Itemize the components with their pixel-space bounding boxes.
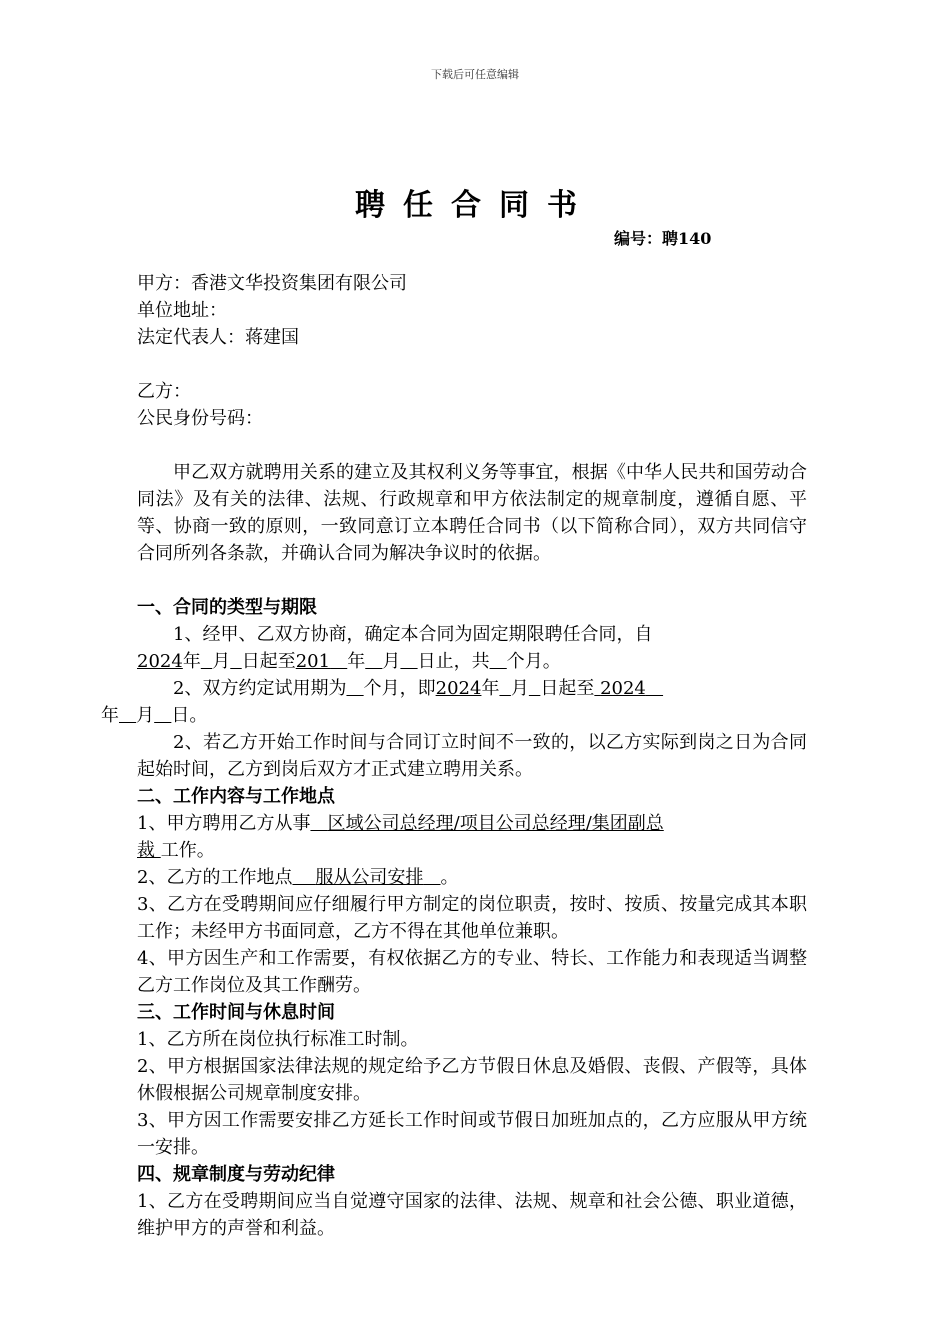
section-1-probation: 2、双方约定试用期为 个月，即2024年 月 日起至 2024 年 月 日。: [101, 678, 646, 726]
section-1-term: 1、经甲、乙双方协商，确定本合同为固定期限聘任合同，自 2024年 月 日起至201 年 月 日止，共 个月。: [137, 624, 653, 672]
section-4-heading: 四、规章制度与劳动纪律: [137, 1164, 335, 1185]
section-1-heading: 一、合同的类型与期限: [137, 597, 317, 618]
party-b-id: 公民身份号码：: [137, 408, 263, 429]
probation-start-year: 2024: [435, 678, 482, 699]
job-title: 区域公司总经理/项目公司总经理/集团副总: [327, 813, 664, 834]
party-b-name: 乙方：: [137, 381, 191, 402]
section-3-leave: 2、甲方根据国家法律法规的规定给予乙方节假日休息及婚假、丧假、产假等，具体休假根据公司规章制度安排。: [137, 1056, 807, 1104]
document-title: 聘任合同书: [355, 188, 595, 223]
preamble-paragraph: 甲乙双方就聘用关系的建立及其权利义务等事宜，根据《中华人民共和国劳动合同法》及有关的法律、法规、行政规章和甲方依法制定的规章制度，遵循自愿、平等、协商一致的原则，一致同意订立本聘任合同书（以下简称合同），双方共同信守合同所列各条款，并确认合同为解决争议时的依据。: [137, 462, 807, 564]
section-3-hours: 1、乙方所在岗位执行标准工时制。: [137, 1029, 419, 1050]
party-a-name: 甲方：香港文华投资集团有限公司: [137, 273, 407, 294]
section-2-location: 2、乙方的工作地点 服从公司安排 。: [137, 867, 459, 888]
section-2-duties: 3、乙方在受聘期间应仔细履行甲方制定的岗位职责，按时、按质、按量完成其本职工作；未经甲方书面同意，乙方不得在其他单位兼职。: [137, 894, 807, 942]
start-year: 2024: [137, 651, 183, 672]
section-3-overtime: 3、甲方因工作需要安排乙方延长工作时间或节假日加班加点的，乙方应服从甲方统一安排。: [137, 1110, 807, 1158]
contract-body: [101, 270, 807, 1242]
party-a-address: 单位地址：: [137, 300, 227, 321]
section-2-adjustment: 4、甲方因生产和工作需要，有权依据乙方的专业、特长、工作能力和表现适当调整乙方工作岗位及其工作酬劳。: [137, 948, 807, 996]
section-4-conduct: 1、乙方在受聘期间应当自觉遵守国家的法律、法规、规章和社会公德、职业道德，维护甲方的声誉和利益。: [137, 1191, 807, 1239]
header-watermark: 下载后可任意编辑: [431, 68, 519, 81]
party-a-representative: 法定代表人：蒋建国: [137, 327, 299, 348]
serial-number: 编号：聘140: [614, 229, 712, 248]
section-2-position: 1、甲方聘用乙方从事 区域公司总经理/项目公司总经理/集团副总 裁 工作。: [137, 813, 664, 861]
probation-end-year: 2024: [600, 678, 646, 699]
work-location: 服从公司安排: [315, 867, 424, 888]
end-year: 201: [295, 651, 331, 672]
section-1-start-date: 2、若乙方开始工作时间与合同订立时间不一致的，以乙方实际到岗之日为合同起始时间，乙方到岗后双方才正式建立聘用关系。: [137, 732, 807, 780]
section-2-heading: 二、工作内容与工作地点: [137, 786, 335, 807]
section-3-heading: 三、工作时间与休息时间: [137, 1002, 335, 1023]
